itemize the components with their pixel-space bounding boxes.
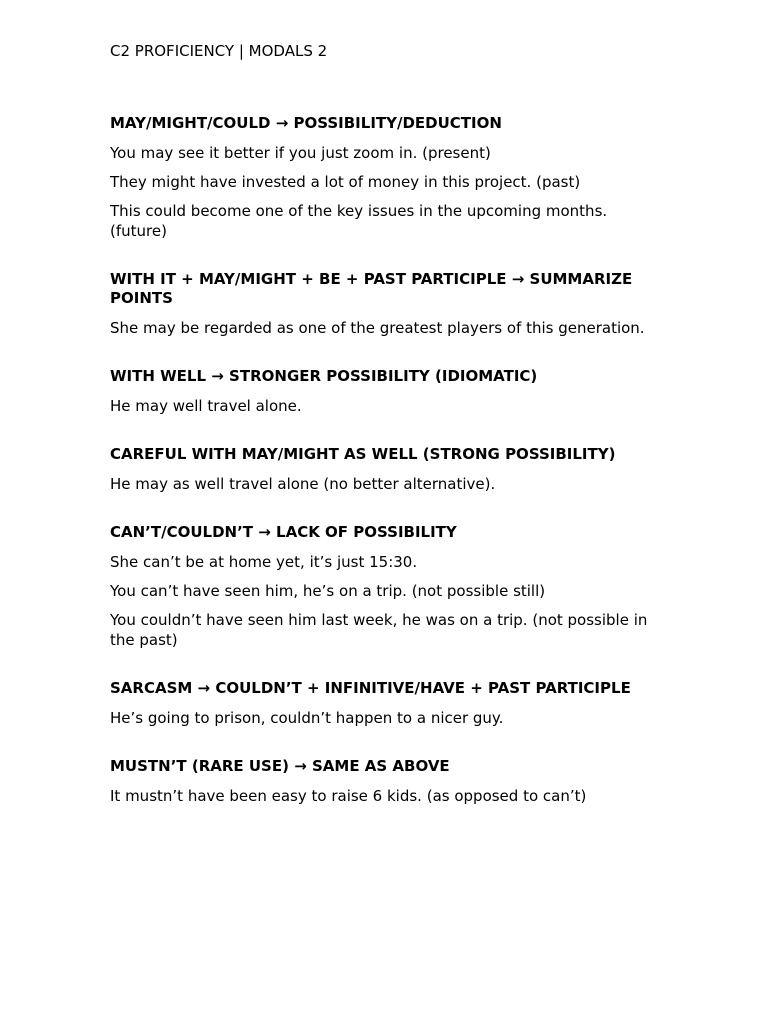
section-heading: WITH IT + MAY/MIGHT + BE + PAST PARTICIPLE → SUMMARIZE POINTS [110, 270, 633, 307]
section-possibility-deduction [110, 114, 658, 241]
example-sentence: She can’t be at home yet, it’s just 15:30. [110, 553, 418, 571]
section-summarize-points [110, 270, 658, 338]
section-heading: CAN’T/COULDN’T → LACK OF POSSIBILITY [110, 523, 457, 541]
example-sentence: She may be regarded as one of the greatest players of this generation. [110, 319, 645, 337]
example-sentence: You may see it better if you just zoom in. (present) [110, 144, 491, 162]
example-sentence: They might have invested a lot of money in this project. (past) [110, 173, 581, 191]
example-sentence: You can’t have seen him, he’s on a trip. (not possible still) [110, 582, 546, 600]
section-heading: MAY/MIGHT/COULD → POSSIBILITY/DEDUCTION [110, 114, 502, 132]
section-lack-of-possibility [110, 523, 658, 650]
example-sentence: He’s going to prison, couldn’t happen to a nicer guy. [110, 709, 504, 727]
example-sentence: It mustn’t have been easy to raise 6 kids. (as opposed to can’t) [110, 787, 587, 805]
example-sentence: You couldn’t have seen him last week, he was on a trip. (not possible in the past) [110, 611, 648, 649]
example-sentence: This could become one of the key issues in the upcoming months. (future) [110, 202, 608, 240]
document-body [110, 114, 658, 835]
section-heading: MUSTN’T (RARE USE) → SAME AS ABOVE [110, 757, 450, 775]
example-sentence: He may well travel alone. [110, 397, 302, 415]
section-heading: WITH WELL → STRONGER POSSIBILITY (IDIOMATIC) [110, 367, 538, 385]
section-stronger-possibility [110, 367, 658, 416]
document-header: C2 PROFICIENCY | MODALS 2 [110, 42, 328, 60]
section-heading: SARCASM → COULDN’T + INFINITIVE/HAVE + PAST PARTICIPLE [110, 679, 631, 697]
section-may-as-well [110, 445, 658, 494]
section-mustnt [110, 757, 658, 806]
example-sentence: He may as well travel alone (no better alternative). [110, 475, 496, 493]
section-heading: CAREFUL WITH MAY/MIGHT AS WELL (STRONG POSSIBILITY) [110, 445, 616, 463]
section-sarcasm [110, 679, 658, 728]
